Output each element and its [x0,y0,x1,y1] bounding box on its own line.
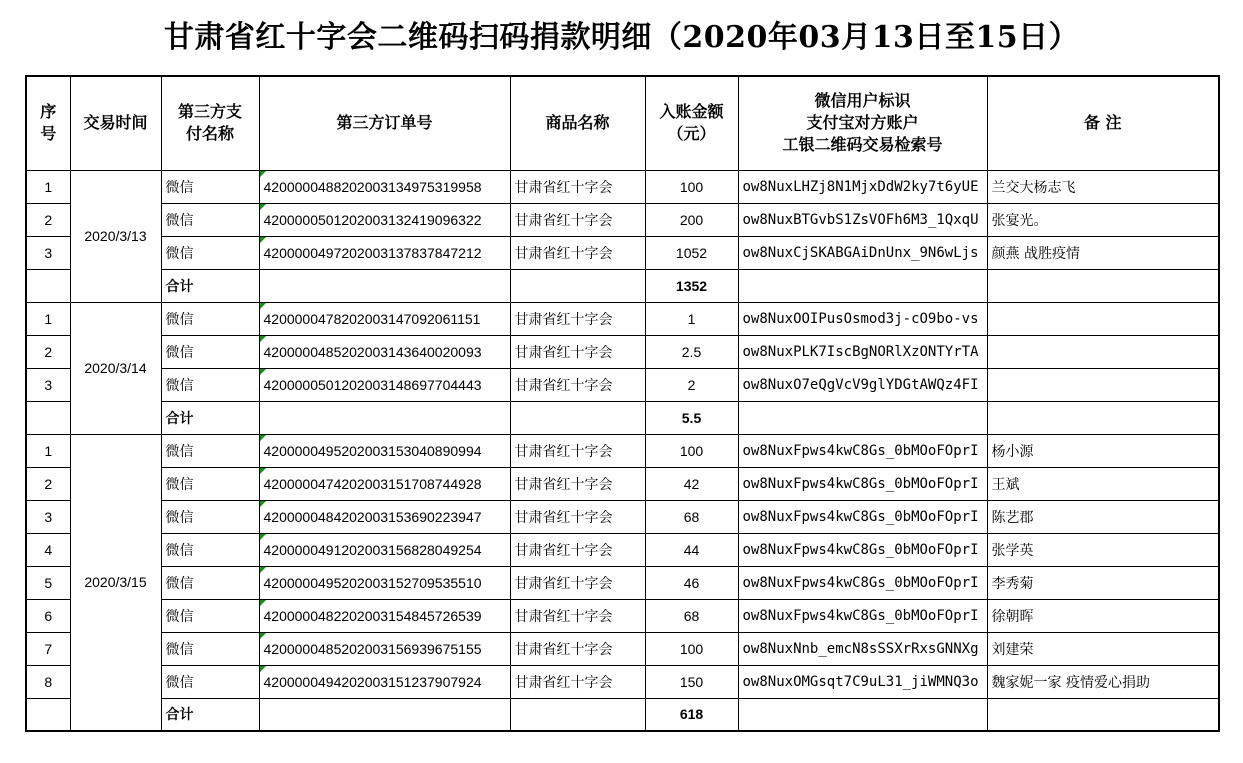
row-product: 甘肃省红十字会 [510,203,645,236]
donation-table [25,75,1220,732]
subtotal-product-empty [510,401,645,434]
table-row [26,236,1219,269]
row-seq: 1 [26,434,70,467]
row-amount: 44 [645,533,738,566]
subtotal-row [26,269,1219,302]
subtotal-label: 合计 [161,401,259,434]
table-row [26,467,1219,500]
header-seq: 序号 [26,76,70,170]
row-product: 甘肃省红十字会 [510,566,645,599]
row-order-no: 4200000474202003151708744928 [259,467,510,500]
row-user-id: ow8NuxFpws4kwC8Gs_0bMOoFOprI [738,500,987,533]
table-row [26,599,1219,632]
row-user-id: ow8NuxOOIPusOsmod3j-cO9bo-vs [738,302,987,335]
row-amount: 1052 [645,236,738,269]
row-remark: 兰交大杨志飞 [987,170,1219,203]
row-remark: 张宴光。 [987,203,1219,236]
row-amount: 1 [645,302,738,335]
header-user-id-line3: 工银二维码交易检索号 [782,135,943,155]
row-order-no: 4200000485202003143640020093 [259,335,510,368]
subtotal-row [26,401,1219,434]
table-row [26,368,1219,401]
row-amount: 100 [645,632,738,665]
row-order-no: 4200000484202003153690223947 [259,500,510,533]
row-user-id: ow8NuxBTGvbS1ZsVOFh6M3_1QxqU [738,203,987,236]
row-amount: 2 [645,368,738,401]
row-seq: 3 [26,500,70,533]
row-user-id: ow8NuxFpws4kwC8Gs_0bMOoFOprI [738,434,987,467]
row-product: 甘肃省红十字会 [510,368,645,401]
table-row [26,170,1219,203]
row-user-id: ow8NuxFpws4kwC8Gs_0bMOoFOprI [738,533,987,566]
row-seq: 4 [26,533,70,566]
row-pay-name: 微信 [161,566,259,599]
subtotal-user-id-empty [738,269,987,302]
subtotal-order-empty [259,401,510,434]
subtotal-label: 合计 [161,269,259,302]
row-product: 甘肃省红十字会 [510,665,645,698]
group-date: 2020/3/13 [70,170,161,302]
group-date: 2020/3/15 [70,434,161,731]
row-product: 甘肃省红十字会 [510,434,645,467]
row-seq: 3 [26,368,70,401]
table-row [26,203,1219,236]
row-pay-name: 微信 [161,599,259,632]
row-product: 甘肃省红十字会 [510,632,645,665]
row-amount: 46 [645,566,738,599]
row-pay-name: 微信 [161,500,259,533]
row-pay-name: 微信 [161,335,259,368]
row-pay-name: 微信 [161,170,259,203]
row-order-no: 4200000497202003137837847212 [259,236,510,269]
table-row [26,335,1219,368]
row-seq: 1 [26,170,70,203]
subtotal-remark-empty [987,269,1219,302]
row-user-id: ow8NuxO7eQgVcV9glYDGtAWQz4FI [738,368,987,401]
row-order-no: 4200000494202003151237907924 [259,665,510,698]
row-remark: 魏家妮一家 疫情爱心捐助 [987,665,1219,698]
row-remark [987,302,1219,335]
row-product: 甘肃省红十字会 [510,533,645,566]
row-product: 甘肃省红十字会 [510,599,645,632]
table-row [26,302,1219,335]
row-product: 甘肃省红十字会 [510,467,645,500]
row-pay-name: 微信 [161,533,259,566]
row-user-id: ow8NuxFpws4kwC8Gs_0bMOoFOprI [738,467,987,500]
row-product: 甘肃省红十字会 [510,302,645,335]
row-pay-name: 微信 [161,203,259,236]
row-remark [987,368,1219,401]
header-order-no: 第三方订单号 [259,76,510,170]
header-product: 商品名称 [510,76,645,170]
subtotal-product-empty [510,698,645,731]
row-amount: 2.5 [645,335,738,368]
subtotal-amount: 1352 [645,269,738,302]
row-seq: 7 [26,632,70,665]
row-product: 甘肃省红十字会 [510,236,645,269]
row-remark [987,335,1219,368]
row-seq: 2 [26,203,70,236]
table-row [26,665,1219,698]
subtotal-order-empty [259,269,510,302]
header-amount: 入账金额（元） [645,76,738,170]
subtotal-row [26,698,1219,731]
row-amount: 68 [645,599,738,632]
row-seq: 3 [26,236,70,269]
row-remark: 徐朝晖 [987,599,1219,632]
header-pay-name: 第三方支付名称 [161,76,259,170]
subtotal-remark-empty [987,401,1219,434]
row-order-no: 4200000491202003156828049254 [259,533,510,566]
row-amount: 200 [645,203,738,236]
subtotal-seq-empty [26,698,70,731]
row-seq: 5 [26,566,70,599]
table-row [26,566,1219,599]
row-pay-name: 微信 [161,434,259,467]
row-pay-name: 微信 [161,632,259,665]
row-amount: 100 [645,434,738,467]
row-amount: 100 [645,170,738,203]
header-user-id-line1: 微信用户标识 [814,91,911,111]
row-order-no: 4200000501202003132419096322 [259,203,510,236]
row-pay-name: 微信 [161,302,259,335]
subtotal-label: 合计 [161,698,259,731]
table-row [26,500,1219,533]
row-seq: 2 [26,335,70,368]
row-amount: 42 [645,467,738,500]
row-product: 甘肃省红十字会 [510,170,645,203]
row-order-no: 4200000478202003147092061151 [259,302,510,335]
row-user-id: ow8NuxNnb_emcN8sSSXrRxsGNNXg [738,632,987,665]
subtotal-product-empty [510,269,645,302]
row-amount: 150 [645,665,738,698]
row-pay-name: 微信 [161,665,259,698]
row-order-no: 4200000482202003154845726539 [259,599,510,632]
row-product: 甘肃省红十字会 [510,500,645,533]
header-time: 交易时间 [70,76,161,170]
row-user-id: ow8NuxPLK7IscBgNORlXzONTYrTA [738,335,987,368]
header-user-id [738,76,987,170]
row-user-id: ow8NuxFpws4kwC8Gs_0bMOoFOprI [738,566,987,599]
row-order-no: 4200000485202003156939675155 [259,632,510,665]
row-remark: 颜燕 战胜疫情 [987,236,1219,269]
row-amount: 68 [645,500,738,533]
subtotal-user-id-empty [738,401,987,434]
row-seq: 1 [26,302,70,335]
table-row [26,632,1219,665]
row-remark: 陈艺郡 [987,500,1219,533]
subtotal-amount: 5.5 [645,401,738,434]
row-order-no: 4200000488202003134975319958 [259,170,510,203]
header-user-id-line2: 支付宝对方账户 [806,113,919,133]
row-remark: 李秀菊 [987,566,1219,599]
row-user-id: ow8NuxCjSKABGAiDnUnx_9N6wLjs [738,236,987,269]
row-pay-name: 微信 [161,368,259,401]
row-pay-name: 微信 [161,236,259,269]
row-seq: 8 [26,665,70,698]
subtotal-order-empty [259,698,510,731]
subtotal-seq-empty [26,269,70,302]
table-row [26,434,1219,467]
subtotal-remark-empty [987,698,1219,731]
row-product: 甘肃省红十字会 [510,335,645,368]
row-remark: 刘建荣 [987,632,1219,665]
table-row [26,533,1219,566]
row-remark: 王斌 [987,467,1219,500]
table-body [26,170,1219,731]
group-date: 2020/3/14 [70,302,161,434]
document-title: 甘肃省红十字会二维码扫码捐款明细（2020年03月13日至15日） [163,20,1080,55]
row-remark: 杨小源 [987,434,1219,467]
row-seq: 6 [26,599,70,632]
row-user-id: ow8NuxLHZj8N1MjxDdW2ky7t6yUE [738,170,987,203]
subtotal-amount: 618 [645,698,738,731]
subtotal-seq-empty [26,401,70,434]
row-user-id: ow8NuxFpws4kwC8Gs_0bMOoFOprI [738,599,987,632]
row-pay-name: 微信 [161,467,259,500]
row-user-id: ow8NuxOMGsqt7C9uL31_jiWMNQ3o [738,665,987,698]
row-order-no: 4200000501202003148697704443 [259,368,510,401]
subtotal-user-id-empty [738,698,987,731]
row-seq: 2 [26,467,70,500]
row-order-no: 4200000495202003153040890994 [259,434,510,467]
header-remark: 备 注 [987,76,1219,170]
row-order-no: 4200000495202003152709535510 [259,566,510,599]
row-remark: 张学英 [987,533,1219,566]
header-row [26,76,1219,170]
